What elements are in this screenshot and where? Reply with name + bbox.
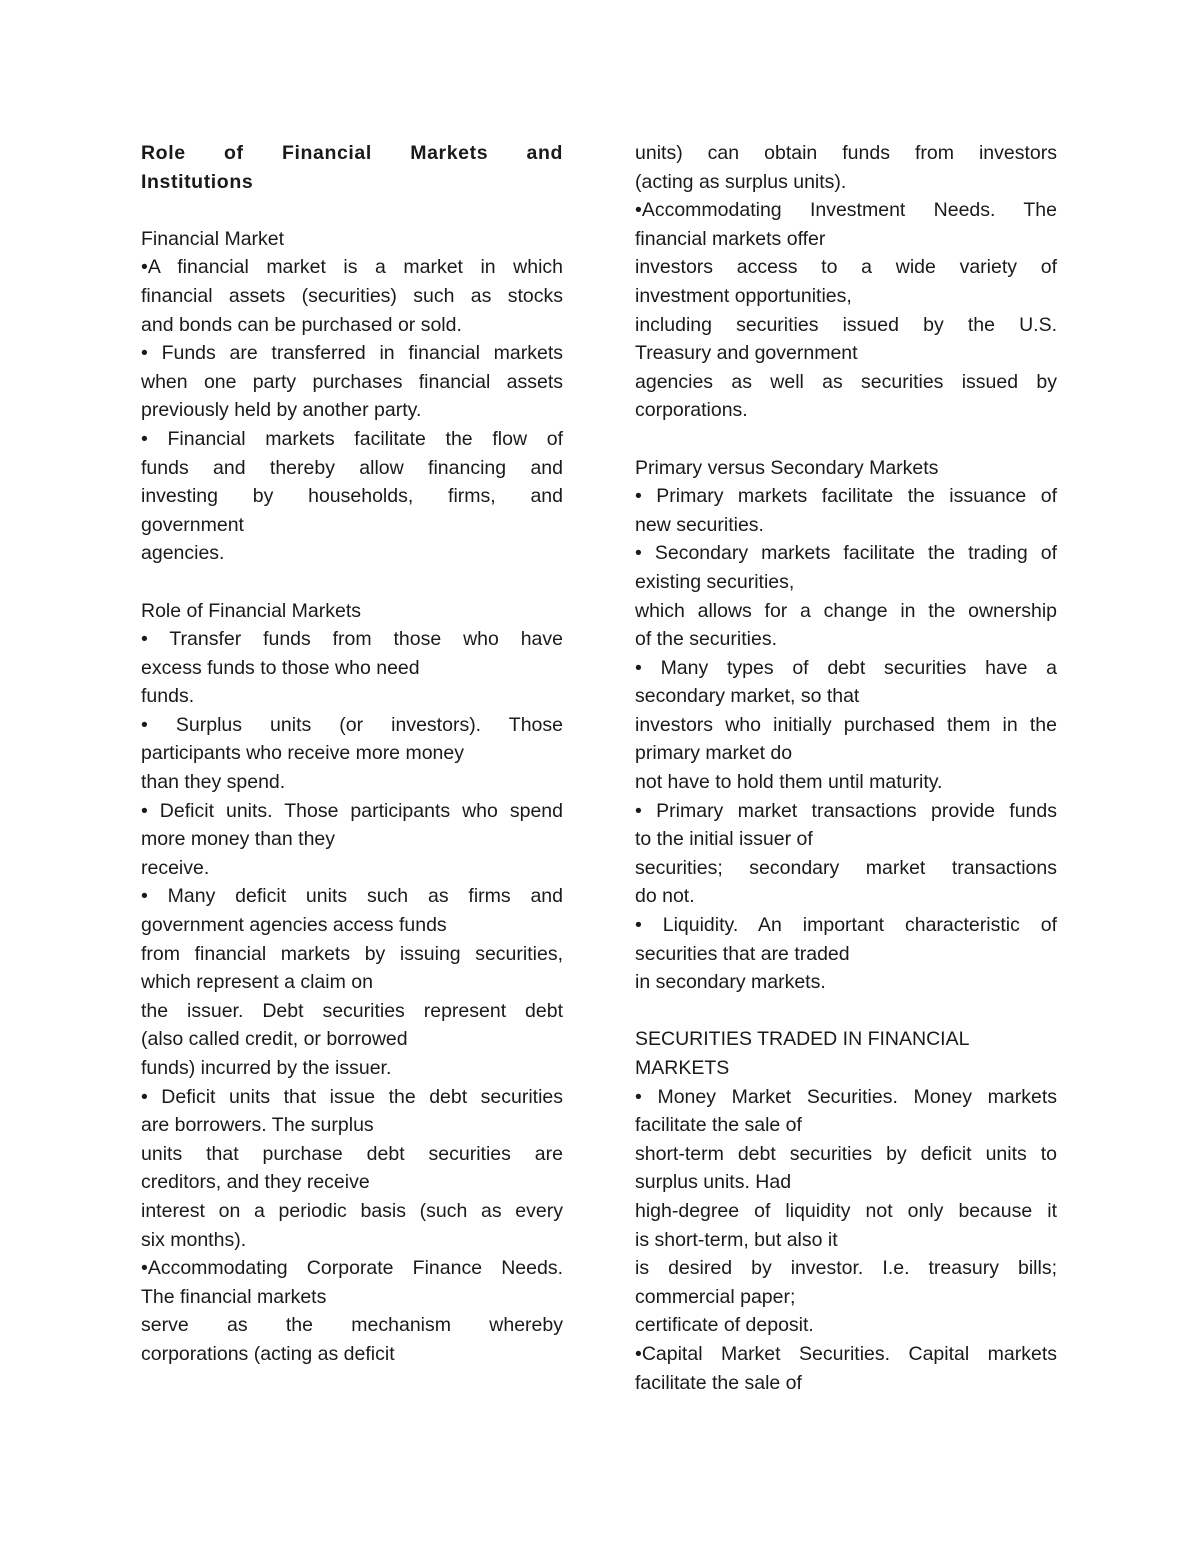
paragraph-line: commercial paper; — [635, 1285, 796, 1308]
spacer — [141, 196, 563, 225]
section-heading-financial-market: Financial Market — [141, 227, 285, 250]
paragraph-line: interest on a periodic basis (such as every — [141, 1199, 563, 1222]
paragraph-line: •Accommodating Investment Needs. The — [635, 199, 1057, 222]
paragraph-line: from financial markets by issuing securities, — [141, 942, 563, 965]
paragraph-line: • Deficit units that issue the debt securities — [141, 1085, 563, 1108]
paragraph-line: short-term debt securities by deficit units to — [635, 1142, 1057, 1165]
paragraph-line: units) can obtain funds from investors — [635, 142, 1057, 164]
left-column — [141, 139, 563, 1369]
paragraph-line: are borrowers. The surplus — [141, 1114, 374, 1137]
paragraph-line: investors access to a wide variety of — [635, 256, 1057, 279]
paragraph-line: facilitate the sale of — [635, 1114, 802, 1137]
paragraph-line: • Liquidity. An important characteristic of — [635, 914, 1057, 937]
paragraph-line: six months). — [141, 1228, 247, 1251]
paragraph-line: secondary market, so that — [635, 685, 860, 708]
section-heading-primary-vs-secondary: Primary versus Secondary Markets — [635, 456, 939, 479]
paragraph-line: excess funds to those who need — [141, 656, 420, 679]
paragraph-line: previously held by another party. — [141, 399, 422, 422]
paragraph-line: do not. — [635, 885, 695, 908]
paragraph-line: financial markets offer — [635, 227, 826, 250]
paragraph-line: to the initial issuer of — [635, 828, 813, 851]
paragraph-line: which represent a claim on — [141, 971, 373, 994]
paragraph-line: funds and thereby allow financing and — [141, 456, 563, 479]
section-heading-role-of-financial-markets: Role of Financial Markets — [141, 599, 362, 622]
paragraph-line: creditors, and they receive — [141, 1171, 370, 1194]
paragraph-line: • Transfer funds from those who have — [141, 628, 563, 651]
paragraph-line: primary market do — [635, 742, 793, 765]
paragraph-line: The financial markets — [141, 1285, 327, 1308]
paragraph-line: in secondary markets. — [635, 971, 826, 994]
paragraph-line: not have to hold them until maturity. — [635, 771, 943, 794]
paragraph-line: government agencies access funds — [141, 914, 447, 937]
paragraph-line: facilitate the sale of — [635, 1371, 802, 1394]
document-title-line-2: Institutions — [141, 170, 254, 193]
paragraph-line: is desired by investor. I.e. treasury bills; — [635, 1257, 1057, 1280]
paragraph-line: more money than they — [141, 828, 336, 851]
spacer — [635, 425, 1057, 454]
spacer — [635, 997, 1057, 1026]
paragraph-line: including securities issued by the U.S. — [635, 313, 1057, 336]
paragraph-line: funds. — [141, 685, 195, 708]
paragraph-line: investing by households, firms, and — [141, 485, 563, 508]
paragraph-line: • Financial markets facilitate the flow of — [141, 427, 563, 450]
paragraph-line: of the securities. — [635, 628, 777, 651]
paragraph-line: funds) incurred by the issuer. — [141, 1057, 392, 1079]
paragraph-line: •Accommodating Corporate Finance Needs. — [141, 1257, 563, 1280]
paragraph-line: serve as the mechanism whereby — [141, 1314, 563, 1337]
paragraph-line: securities that are traded — [635, 942, 850, 965]
spacer — [141, 568, 563, 597]
paragraph-line: (also called credit, or borrowed — [141, 1028, 408, 1051]
paragraph-line: than they spend. — [141, 771, 286, 794]
paragraph-line: certificate of deposit. — [635, 1314, 814, 1337]
paragraph-line: receive. — [141, 856, 210, 879]
paragraph-line: which allows for a change in the ownership — [635, 599, 1057, 622]
paragraph-line: when one party purchases financial assets — [141, 370, 563, 393]
paragraph-line: government — [141, 513, 244, 536]
paragraph-line: securities; secondary market transactions — [635, 856, 1057, 879]
paragraph-line: • Primary markets facilitate the issuance of — [635, 485, 1057, 508]
paragraph-line: • Funds are transferred in financial markets — [141, 342, 563, 365]
paragraph-line: the issuer. Debt securities represent debt — [141, 999, 563, 1022]
paragraph-line: • Secondary markets facilitate the trading of — [635, 542, 1057, 565]
paragraph-line: (acting as surplus units). — [635, 170, 847, 193]
document-title-line-1: Role of Financial Markets and — [141, 142, 563, 164]
paragraph-line: • Money Market Securities. Money markets — [635, 1085, 1057, 1108]
paragraph-line: existing securities, — [635, 570, 795, 593]
paragraph-line: investors who initially purchased them in the — [635, 713, 1057, 736]
paragraph-line: • Many types of debt securities have a — [635, 656, 1057, 679]
paragraph-line: is short-term, but also it — [635, 1228, 838, 1251]
paragraph-line: units that purchase debt securities are — [141, 1142, 563, 1165]
section-heading-securities-traded-line-2: MARKETS — [635, 1057, 730, 1079]
paragraph-line: agencies as well as securities issued by — [635, 370, 1057, 393]
right-column — [635, 139, 1057, 1397]
paragraph-line: corporations (acting as deficit — [141, 1342, 395, 1365]
paragraph-line: • Many deficit units such as firms and — [141, 885, 563, 908]
paragraph-line: • Deficit units. Those participants who spend — [141, 799, 563, 822]
paragraph-line: new securities. — [635, 513, 764, 536]
paragraph-line: •A financial market is a market in which — [141, 256, 563, 279]
paragraph-line: financial assets (securities) such as stocks — [141, 284, 563, 307]
section-heading-securities-traded-line-1: SECURITIES TRADED IN FINANCIAL — [635, 1028, 970, 1051]
paragraph-line: agencies. — [141, 542, 225, 565]
paragraph-line: • Surplus units (or investors). Those — [141, 713, 563, 736]
paragraph-line: surplus units. Had — [635, 1171, 792, 1194]
paragraph-line: • Primary market transactions provide funds — [635, 799, 1057, 822]
paragraph-line: •Capital Market Securities. Capital markets — [635, 1342, 1057, 1365]
paragraph-line: participants who receive more money — [141, 742, 464, 765]
paragraph-line: investment opportunities, — [635, 284, 852, 307]
paragraph-line: corporations. — [635, 399, 748, 422]
paragraph-line: Treasury and government — [635, 342, 858, 365]
paragraph-line: and bonds can be purchased or sold. — [141, 313, 462, 336]
paragraph-line: high-degree of liquidity not only because it — [635, 1199, 1057, 1222]
